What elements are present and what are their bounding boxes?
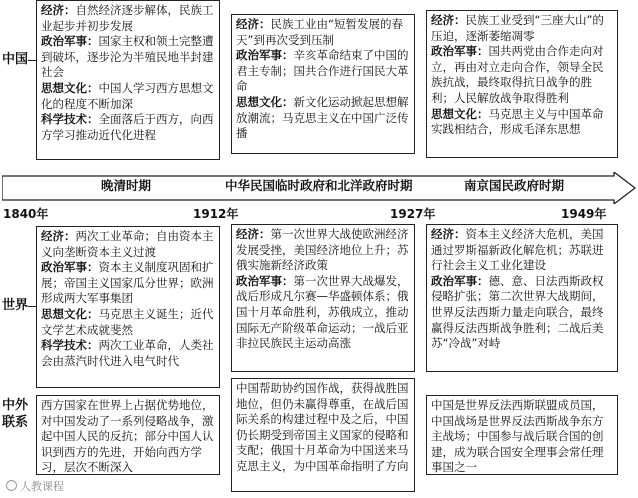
world-late-qing-politics: 政治军事：资本主义制度巩固和扩展；帝国主义国家瓜分世界；欧洲形成两大军事集团 xyxy=(41,260,214,306)
row-label-relation xyxy=(2,397,28,431)
china-late-qing-culture: 思想文化：中国人学习西方思想文化的程度不断加深 xyxy=(41,80,214,111)
period-beiyang: 中华民国临时政府和北洋政府时期 xyxy=(225,178,413,193)
year-1949: 1949年 xyxy=(561,207,607,221)
china-beiyang-politics: 政治军事：辛亥革命结束了中国的君主专制；国共合作进行国民大革命 xyxy=(236,48,409,94)
year-1840: 1840年 xyxy=(3,207,49,221)
world-late-qing-culture: 思想文化：马克思主义诞生；近代文学艺术成就斐然 xyxy=(41,306,214,337)
world-nanjing-economy: 经济：资本主义经济大危机，美国通过罗斯福新政化解危机；苏联进行社会主义工业化建设 xyxy=(431,227,604,273)
world-nanjing-politics: 政治军事：德、意、日法西斯政权侵略扩张；第二次世界大战期间，世界反法西斯力量走向联合，最终赢得反法西斯战争胜利；二战后美苏“冷战”对峙 xyxy=(431,273,604,351)
world-late-qing-economy: 经济：两次工业革命；自由资本主义向垄断资本主义过渡 xyxy=(41,229,214,259)
china-nanjing-politics: 政治军事：国共两党由合作走向对立，再由对立走向合作，领导全民族抗战，最终取得抗日战争的胜利；人民解放战争取得胜利 xyxy=(431,44,604,105)
period-nanjing: 南京国民政府时期 xyxy=(464,178,565,193)
world-late-qing-box xyxy=(36,226,220,388)
relation-beiyang-text: 中国帮助协约国作战，获得战胜国地位，但仍未赢得尊重，在战后国际关系的构建过程中及之后，中国仍长期受到帝国主义国家的侵略和支配；俄国十月革命为中国送来马克思主义，为中国革命指明了方向 xyxy=(236,381,409,473)
china-beiyang-culture: 思想文化：新文化运动掀起思想解放潮流；马克思主义在中国广泛传播 xyxy=(236,94,409,141)
world-beiyang-politics: 政治军事：第一次世界大战爆发，战后形成凡尔赛—华盛顿体系；俄国十月革命胜利，苏俄成立，推动国际无产阶级革命运动；一战后亚非拉民族民主运动高涨 xyxy=(236,273,409,351)
row-label-relation-line1: 中外 xyxy=(2,398,29,413)
relation-late-qing-box xyxy=(36,395,220,475)
connector-world xyxy=(28,306,36,307)
row-label-world: 世界 xyxy=(2,298,29,313)
row-label-china: 中国 xyxy=(2,52,29,67)
world-beiyang-economy: 经济：第一次世界大战使欧洲经济发展受挫，美国经济地位上升；苏俄实施新经济政策 xyxy=(236,227,409,273)
world-late-qing-science: 科学技术：两次工业革命，人类社会由蒸汽时代进入电气时代 xyxy=(41,338,214,368)
watermark-text: 人教课程 xyxy=(20,480,64,493)
china-nanjing-culture: 思想文化：马克思主义与中国革命实践相结合，形成毛泽东思想 xyxy=(431,106,604,137)
period-late-qing: 晚清时期 xyxy=(101,178,152,193)
china-late-qing-science: 科学技术：全面落后于西方，向西方学习推动近代化进程 xyxy=(41,112,214,142)
world-beiyang-box xyxy=(231,224,415,372)
watermark-logo-icon xyxy=(6,480,17,491)
china-nanjing-economy: 经济：民族工业受到“三座大山”的压迫，逐渐萎缩凋零 xyxy=(431,13,604,43)
relation-beiyang-box xyxy=(231,378,415,492)
relation-nanjing-box xyxy=(426,395,618,475)
watermark xyxy=(6,480,64,494)
relation-late-qing-text: 西方国家在世界上占据优势地位，对中国发动了一系列侵略战争，激起中国人民的反抗；部分中国人认识到西方的先进，开始向西方学习，层次不断深入 xyxy=(41,398,214,475)
china-late-qing-politics: 政治军事：国家主权和领土完整遭到破坏，逐步沦为半殖民地半封建社会 xyxy=(41,34,214,80)
year-1927: 1927年 xyxy=(390,207,436,221)
china-beiyang-economy: 经济：民族工业由“短暂发展的春天”到再次受到压制 xyxy=(236,17,403,47)
year-1912: 1912年 xyxy=(193,207,239,221)
world-nanjing-box xyxy=(426,224,618,372)
china-nanjing-box xyxy=(426,10,618,158)
row-label-relation-line2: 联系 xyxy=(2,415,29,430)
relation-nanjing-text: 中国是世界反法西斯联盟成员国，中国战场是世界反法西斯战争东方主战场；中国参与战后联合国的创建，成为联合国安全理事会常任理事国之一 xyxy=(431,398,604,475)
china-beiyang-box xyxy=(231,14,415,154)
connector-china xyxy=(28,60,36,61)
china-late-qing-box xyxy=(36,0,220,160)
china-late-qing-economy: 经济：自然经济逐步解体，民族工业起步并初步发展 xyxy=(41,3,214,33)
